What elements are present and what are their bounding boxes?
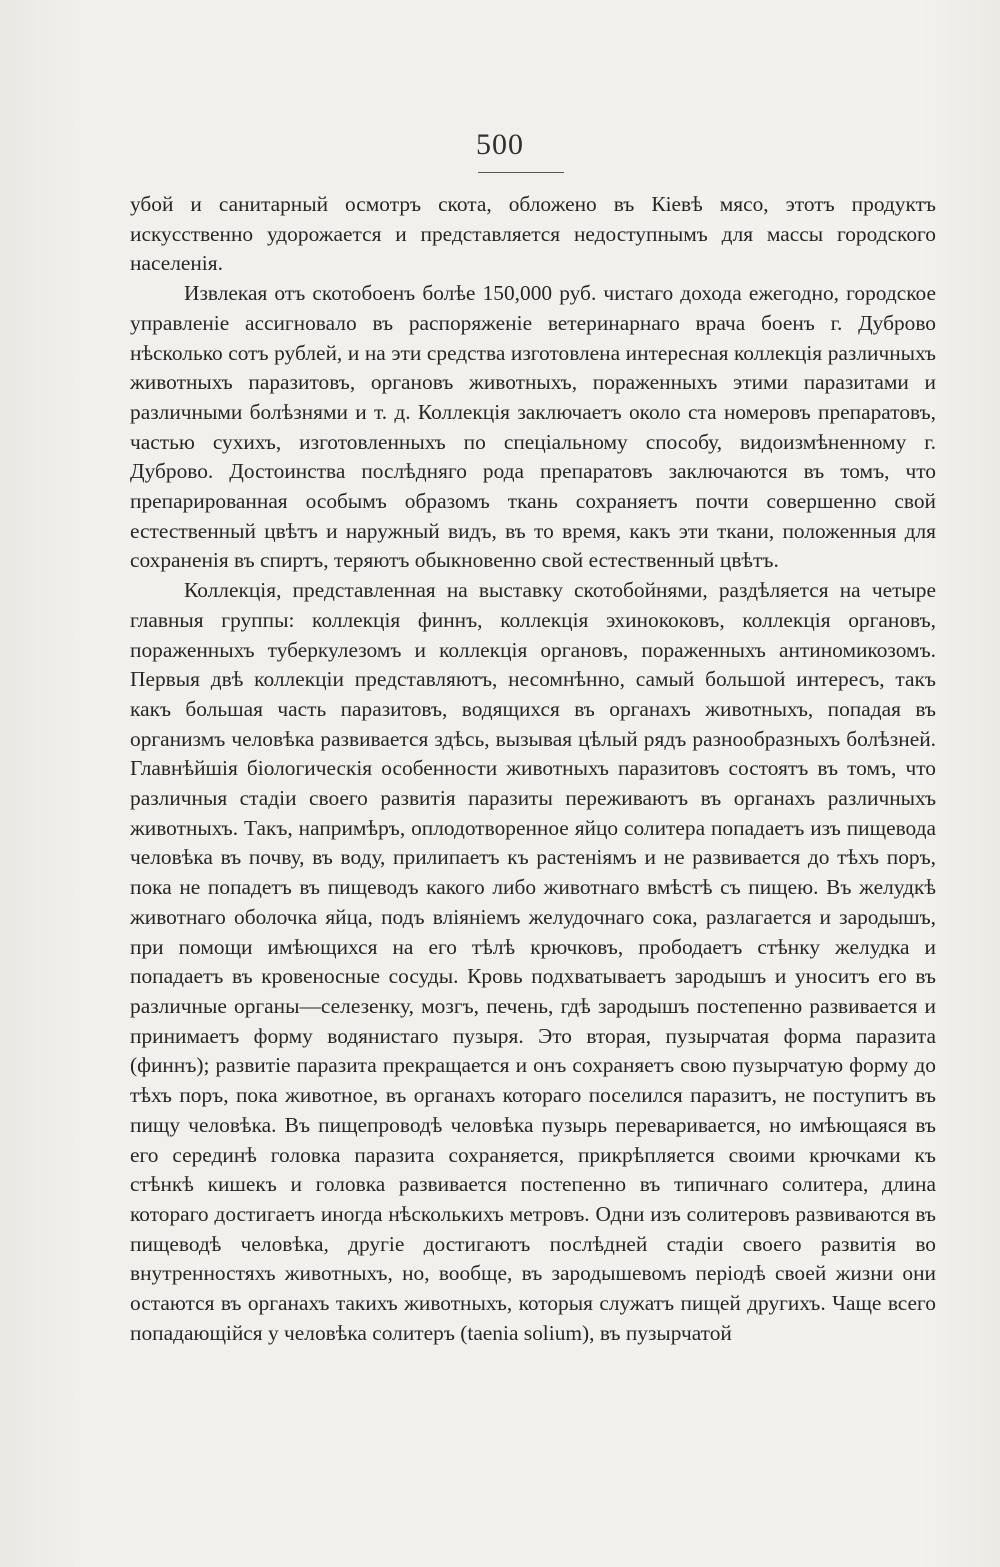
page-number: 500 — [476, 128, 524, 161]
page-body — [130, 190, 936, 1348]
paragraph-collection-funding: Извлекая отъ скотобоенъ болѣе 150,000 руб. чистаго дохода ежегодно, городское управленіе ассигновало въ распоряженіе ветеринарнаго врача боенъ г. Дуброво нѣсколько сотъ рублей, и на эти средства изготовлена интересная коллекція различныхъ животныхъ паразитовъ, органовъ животныхъ, пораженныхъ этими паразитами и различными болѣзнями и т. д. Коллекція заключаетъ около ста номеровъ препаратовъ, частью сухихъ, изготовленныхъ по спеціальному способу, видоизмѣненному г. Дуброво. Достоинства послѣдняго рода препаратовъ заключаются въ томъ, что препарированная особымъ образомъ ткань сохраняетъ почти совершенно свой естественный цвѣтъ и наружный видъ, въ то время, какъ эти ткани, положенныя для сохраненія въ спиртъ, теряютъ обыкновенно свой естественный цвѣтъ. — [130, 281, 936, 573]
paragraph-continuation: убой и санитарный осмотръ скота, обложено въ Кіевѣ мясо, этотъ продуктъ искусственно удорожается и представляется недоступнымъ для массы городского населенія. — [130, 192, 936, 276]
paragraph-parasite-biology: Коллекція, представленная на выставку скотобойнями, раздѣляется на четыре главныя группы: коллекція финнъ, коллекція эхинококовъ, коллекція органовъ, пораженныхъ туберкулезомъ и коллекція органовъ, пораженныхъ антиномикозомъ. Первыя двѣ коллекціи представляютъ, несомнѣнно, самый большой интересъ, такъ какъ большая часть паразитовъ, водящихся въ органахъ животныхъ, попадая въ организмъ человѣка развивается здѣсь, вызывая цѣлый рядъ разнообразныхъ болѣзней. Главнѣйшія біологическія особенности животныхъ паразитовъ состоятъ въ томъ, что различныя стадіи своего развитія паразиты переживаютъ въ органахъ различныхъ животныхъ. Такъ, напримѣръ, оплодотворенное яйцо солитера попадаетъ изъ пищевода человѣка въ почву, въ воду, прилипаетъ къ растеніямъ и не развивается до тѣхъ поръ, пока не попадетъ въ пищеводъ какого либо животнаго вмѣстѣ съ пищею. Въ желудкѣ животнаго оболочка яйца, подъ вліяніемъ желудочнаго сока, разлагается и зародышъ, при помощи имѣющихся на его тѣлѣ крючковъ, прободаетъ стѣнку желудка и попадаетъ въ кровеносные сосуды. Кровь подхватываетъ зародышъ и уноситъ его въ различные органы—селезенку, мозгъ, печень, гдѣ зародышъ постепенно развивается и принимаетъ форму водянистаго пузыря. Это вторая, пузырчатая форма паразита (финнъ); развитіе паразита прекращается и онъ сохраняетъ свою пузырчатую форму до тѣхъ поръ, пока животное, въ органахъ котораго поселился паразитъ, не поступитъ въ пищу человѣка. Въ пищепроводѣ человѣка пузырь переваривается, но имѣющаяся въ его серединѣ головка паразита сохраняется, прикрѣпляется своими крючками къ стѣнкѣ кишекъ и головка развивается постепенно въ типичнаго солитера, длина котораго достигаетъ иногда нѣсколькихъ метровъ. Одни изъ солитеровъ развиваются въ пищеводѣ человѣка, другіе достигаютъ послѣдней стадіи своего развитія во внутренностяхъ животныхъ, но, вообще, въ зародышевомъ періодѣ своей жизни они остаются въ органахъ такихъ животныхъ, которыя служатъ пищей другихъ. Чаще всего попадающійся у человѣка солитеръ (taenia solium), въ пузырчатой — [130, 578, 936, 1345]
page-number-rule — [478, 172, 564, 173]
